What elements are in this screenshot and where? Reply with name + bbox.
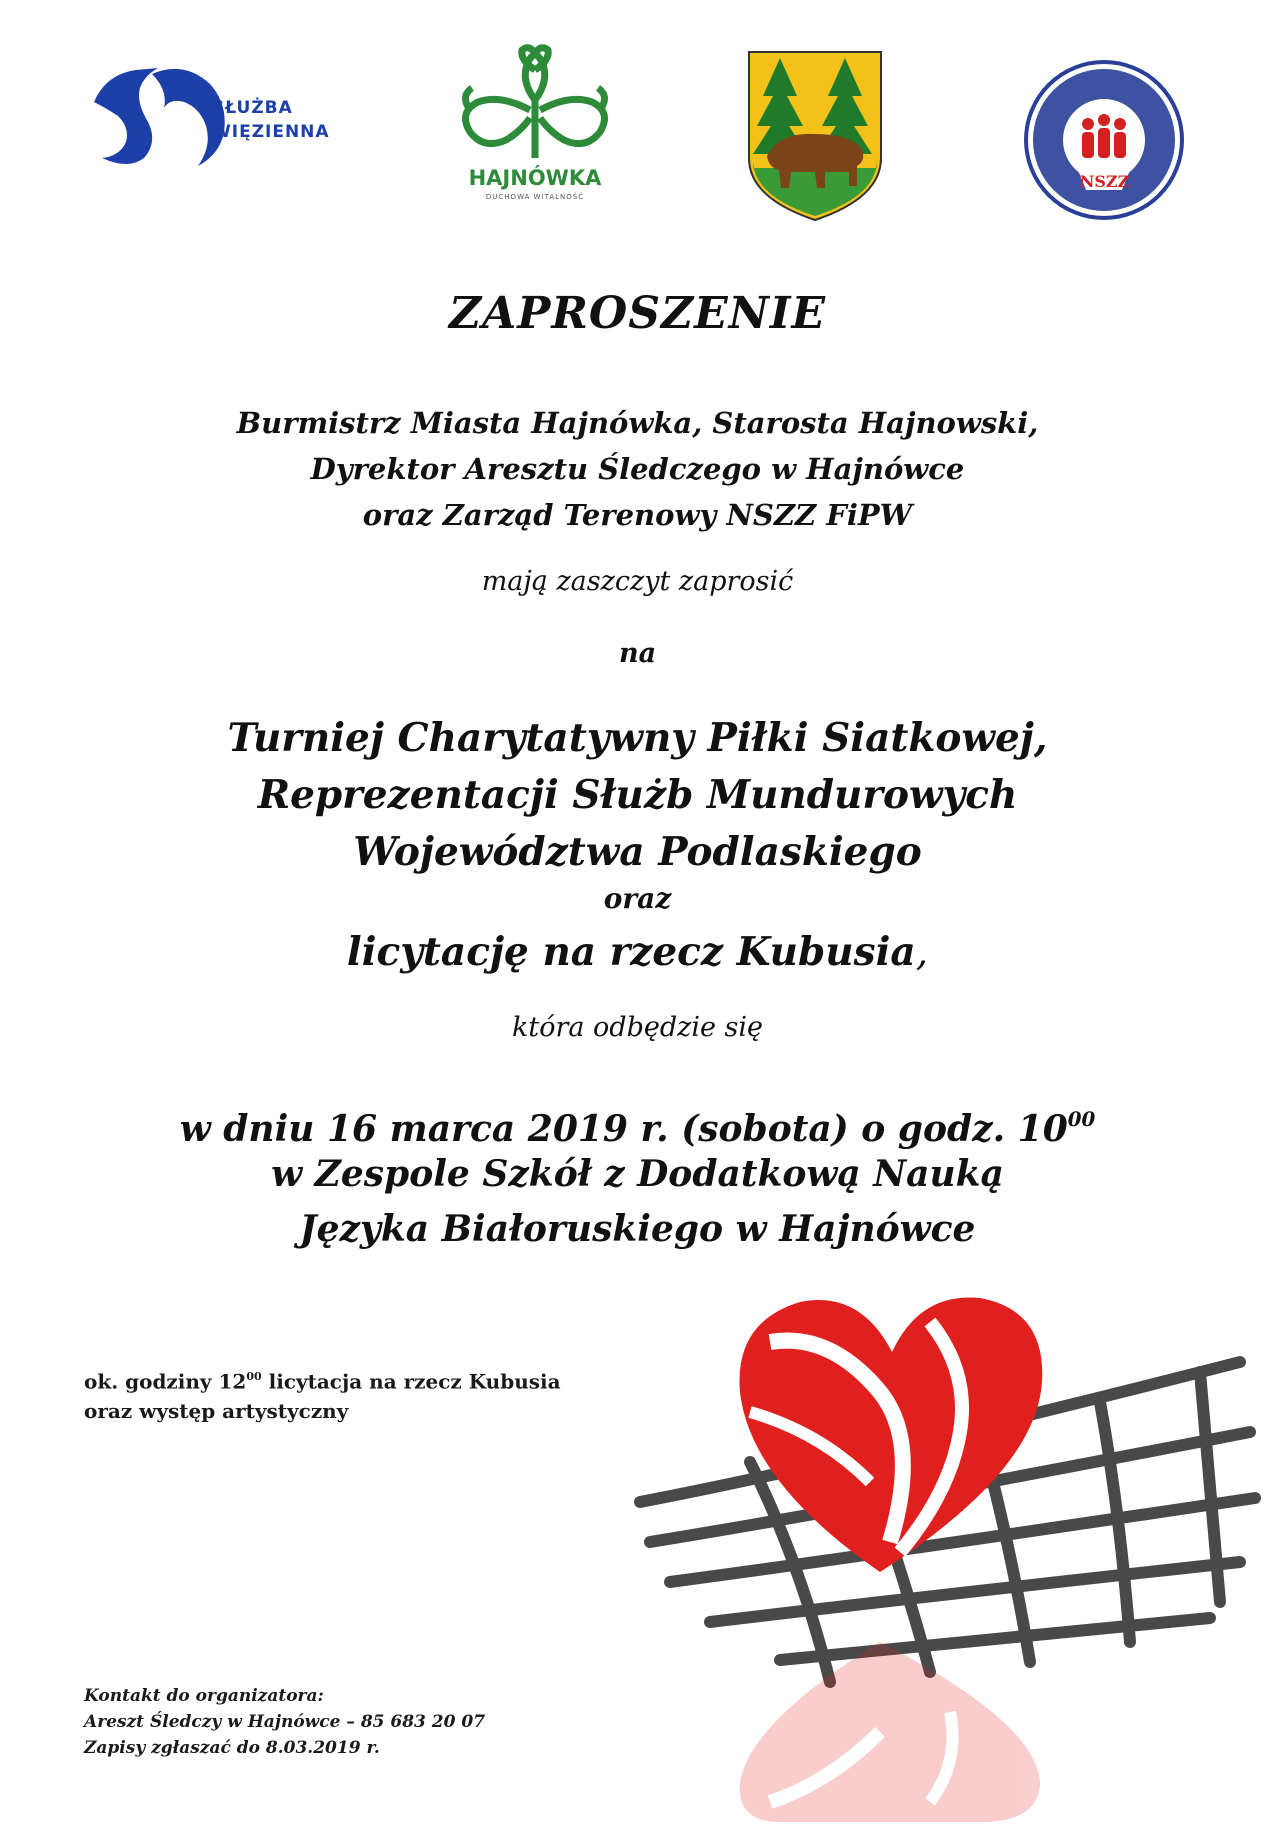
bison-shield-icon — [745, 48, 885, 223]
side-note-line-2: oraz występ artystyczny — [84, 1399, 349, 1424]
side-note-auction: licytacja na rzecz Kubusia — [261, 1369, 561, 1394]
nszz-emblem-icon — [1022, 58, 1187, 223]
event-line-3: Województwa Podlaskiego — [353, 829, 922, 875]
nszz-label: NSZZ — [1079, 172, 1130, 191]
contact-heading: Kontakt do organizatora: — [84, 1686, 324, 1706]
coat-of-arms-logo — [745, 48, 885, 223]
sluzba-wiezienna-logo — [88, 62, 358, 172]
contact-phone: Areszt Śledczy w Hajnówce – 85 683 20 07 — [84, 1712, 486, 1732]
oraz-text: oraz — [603, 882, 672, 915]
hajnowka-logo — [450, 40, 620, 205]
sw-text-line2: WIĘZIENNA — [212, 122, 330, 142]
side-note — [84, 1362, 561, 1426]
side-note-superscript: 00 — [246, 1370, 262, 1383]
date-text: w dniu 16 marca 2019 r. (sobota) o godz. 10 — [179, 1107, 1068, 1150]
which-text: która odbędzie się — [511, 1012, 764, 1043]
event-line-1: Turniej Charytatywny Piłki Siatkowej, — [227, 715, 1048, 761]
hajnowka-name: HAJNÓWKA — [468, 166, 602, 190]
place-line-1: w Zespole Szkół z Dodatkową Nauką — [271, 1153, 1004, 1195]
side-note-line-1 — [84, 1362, 561, 1396]
organizers-line-2: Dyrektor Aresztu Śledczego w Hajnówce — [310, 452, 965, 486]
auction-line — [0, 924, 1275, 981]
contact-registration: Zapisy zgłaszać do 8.03.2019 r. — [84, 1738, 380, 1758]
page-title: ZAPROSZENIE — [448, 288, 826, 339]
contact-block — [84, 1683, 485, 1761]
na-text: na — [618, 638, 657, 669]
auction-comma: , — [915, 930, 929, 975]
nszz-fipw-logo — [1022, 58, 1187, 223]
date-time-superscript: 00 — [1067, 1107, 1096, 1131]
oak-leaves-icon — [450, 40, 620, 170]
auction-text: licytację na rzecz Kubusia — [346, 929, 916, 975]
organizers-line-3: oraz Zarząd Terenowy NSZZ FiPW — [362, 498, 913, 532]
organizers-line-1: Burmistrz Miasta Hajnówka, Starosta Hajnowski, — [236, 406, 1039, 440]
place-line-2: Języka Białoruskiego w Hajnówce — [299, 1208, 976, 1250]
side-note-time: ok. godziny 12 — [84, 1369, 247, 1394]
hajnowka-tagline: DUCHOWA WITALNOŚĆ — [485, 193, 585, 201]
sw-text-line1: SŁUŻBA — [212, 98, 293, 118]
honor-text: mają zaszczyt zaprosić — [481, 566, 794, 597]
heart-reflection-icon — [740, 1642, 1040, 1822]
event-line-2: Reprezentacji Służb Mundurowych — [257, 772, 1018, 818]
volleyball-heart-illustration — [630, 1262, 1270, 1822]
